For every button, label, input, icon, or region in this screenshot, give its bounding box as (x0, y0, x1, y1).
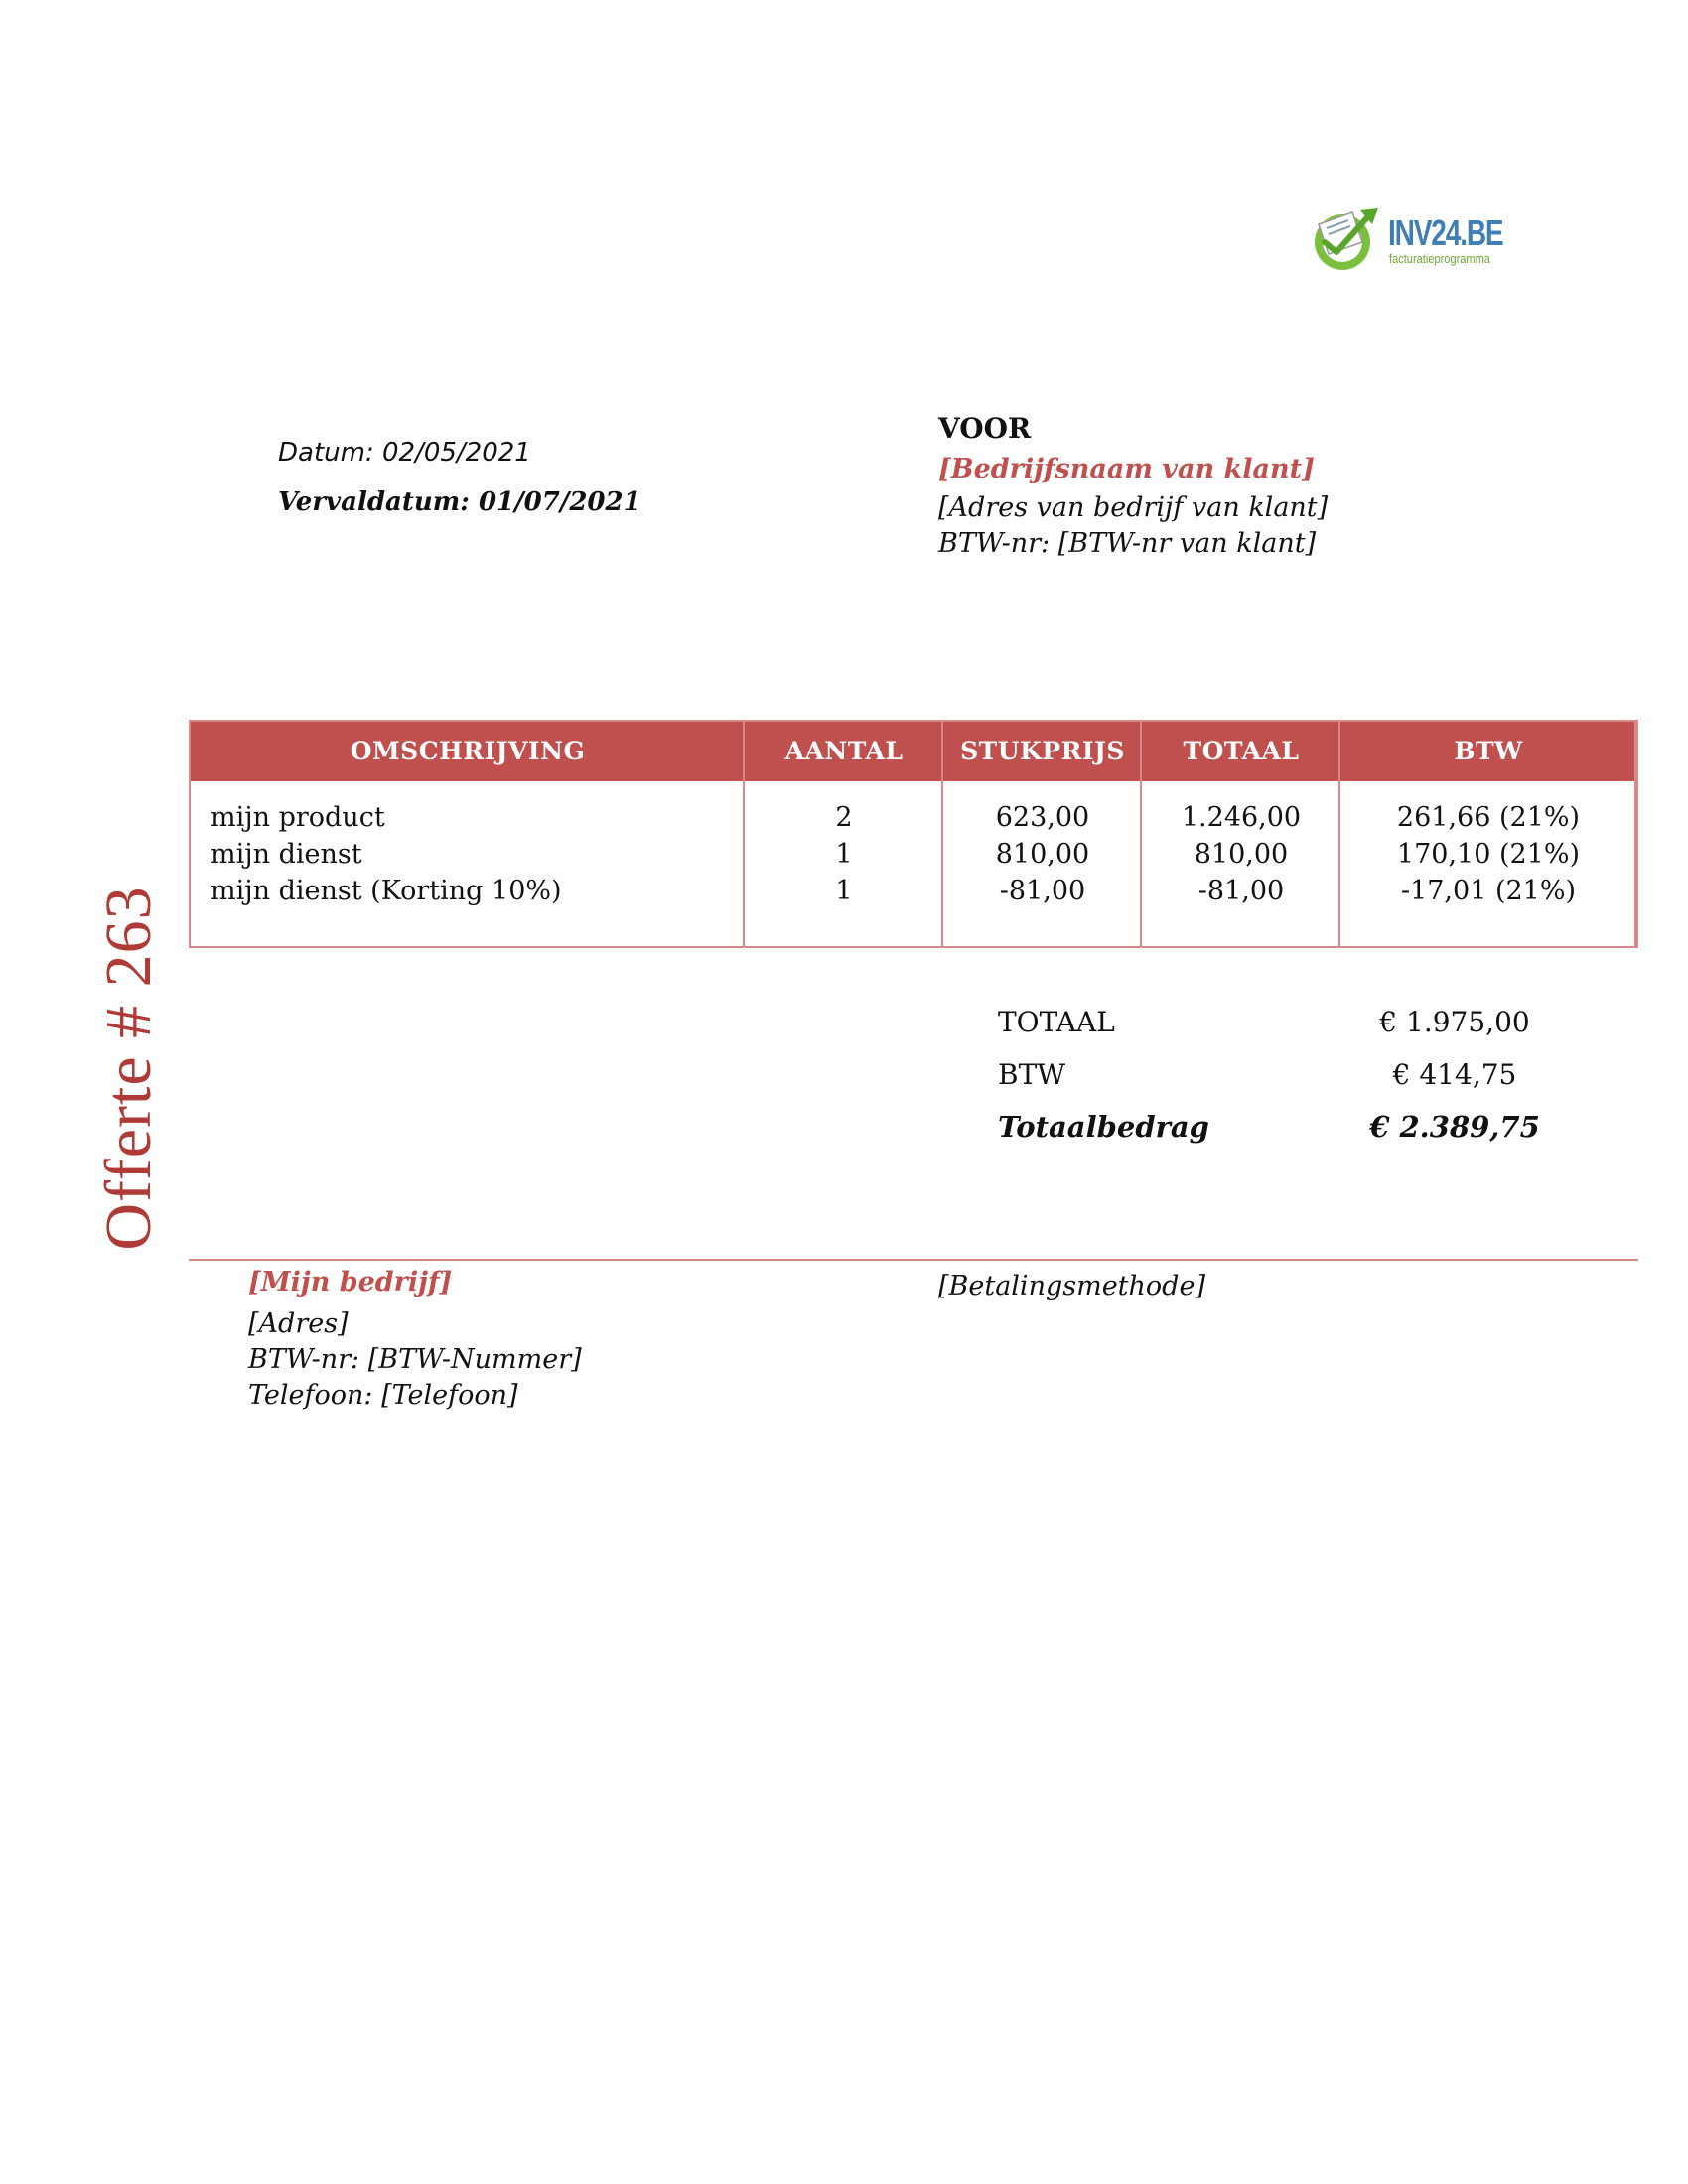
row-3-quantity: 1 (835, 876, 853, 906)
sender-phone: Telefoon: [Telefoon] (248, 1380, 518, 1411)
document-title: Offerte # 263 (92, 886, 165, 1251)
totals-block (998, 996, 1554, 1154)
header-unit-price: STUKPRIJS (960, 737, 1125, 765)
issue-date: Datum: 02/05/2021 (278, 438, 531, 468)
row-2-quantity: 1 (835, 839, 853, 870)
row-3-vat: -17,01 (21%) (1400, 876, 1577, 906)
sender-company: [Mijn bedrijf] (248, 1267, 453, 1297)
sender-vat: BTW-nr: [BTW-Nummer] (248, 1344, 582, 1375)
row-2-unit-price: 810,00 (995, 839, 1090, 870)
row-1-total: 1.246,00 (1181, 802, 1302, 833)
header-total: TOTAAL (1183, 737, 1300, 765)
row-1-description: mijn product (211, 802, 385, 833)
vat-total-value: € 414,75 (1392, 1058, 1517, 1091)
sender-block (248, 1259, 582, 1414)
grand-total-value: € 2.389,75 (1369, 1110, 1540, 1144)
subtotal-label: TOTAAL (998, 1006, 1115, 1038)
header-quantity: AANTAL (784, 737, 904, 765)
client-block (938, 409, 1328, 562)
payment-method: [Betalingsmethode] (938, 1271, 1205, 1301)
row-1-quantity: 2 (835, 802, 853, 833)
client-address: [Adres van bedrijf van klant] (938, 492, 1329, 523)
vat-total-label: BTW (998, 1058, 1066, 1091)
grand-total-row (998, 1101, 1554, 1154)
row-3-total: -81,00 (1197, 876, 1285, 906)
due-date: Vervaldatum: 01/07/2021 (278, 487, 641, 517)
logo-mark-icon (1309, 203, 1386, 274)
company-logo (1309, 203, 1503, 274)
header-vat: BTW (1454, 737, 1523, 765)
vat-total-row (998, 1048, 1554, 1101)
logo-brand: INV24.BE (1388, 212, 1503, 253)
row-2-vat: 170,10 (21%) (1396, 839, 1581, 870)
row-1-unit-price: 623,00 (995, 802, 1090, 833)
header-description: OMSCHRIJVING (350, 737, 586, 765)
row-3-description: mijn dienst (Korting 10%) (211, 876, 562, 906)
client-company: [Bedrijfsnaam van klant] (938, 454, 1315, 484)
logo-tagline: facturatieprogramma (1389, 251, 1490, 266)
subtotal-row (998, 996, 1554, 1048)
client-heading: VOOR (938, 412, 1032, 445)
subtotal-value: € 1.975,00 (1379, 1006, 1530, 1038)
row-3-unit-price: -81,00 (999, 876, 1086, 906)
dates-block (278, 433, 641, 522)
grand-total-label: Totaalbedrag (998, 1110, 1209, 1144)
row-2-description: mijn dienst (211, 839, 362, 870)
items-table (189, 720, 1638, 948)
row-2-total: 810,00 (1194, 839, 1289, 870)
client-vat: BTW-nr: [BTW-nr van klant] (938, 528, 1317, 559)
sender-address: [Adres] (248, 1308, 349, 1339)
row-1-vat: 261,66 (21%) (1396, 802, 1581, 833)
